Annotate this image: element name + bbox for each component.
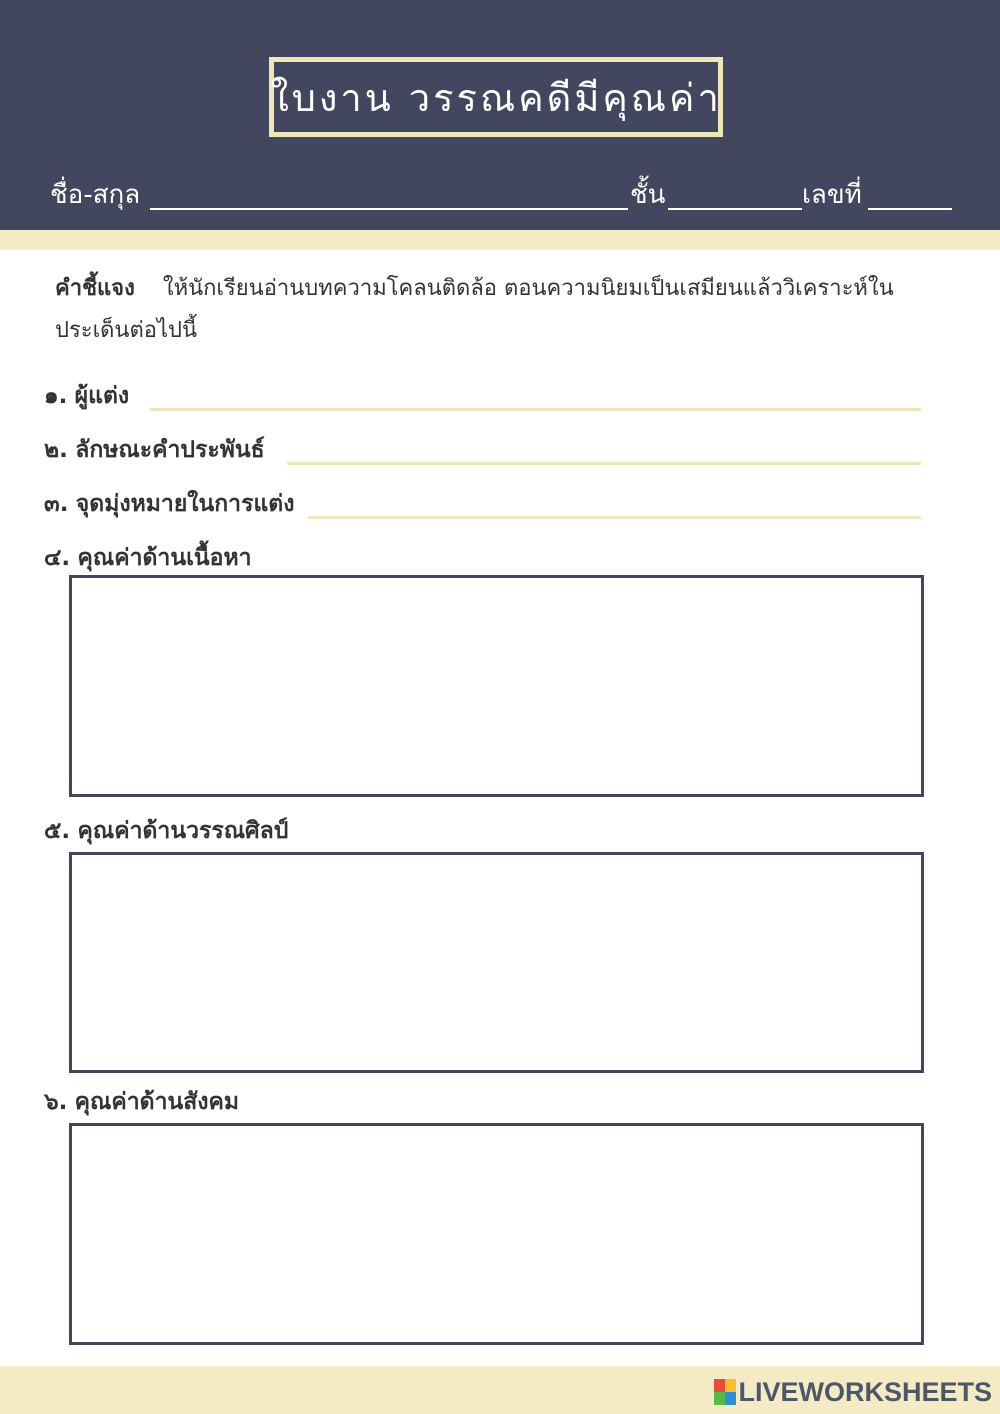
answer-box-4[interactable] — [69, 575, 924, 797]
answer-box-5[interactable] — [69, 852, 924, 1073]
page-title: ใบงาน วรรณคดีมีคุณค่า — [270, 75, 722, 120]
question-text: ผู้แต่ง — [74, 383, 130, 409]
question-3 — [44, 486, 294, 522]
student-info-row — [50, 168, 960, 214]
liveworksheets-logo — [714, 1374, 992, 1410]
question-text: คุณค่าด้านสังคม — [74, 1089, 240, 1115]
instructions — [55, 268, 945, 352]
question-4 — [44, 540, 252, 576]
question-1 — [44, 378, 129, 414]
question-5 — [44, 813, 288, 849]
question-number: ๒. — [44, 437, 68, 463]
instructions-text: ให้นักเรียนอ่านบทความโคลนติดล้อ ตอนความนิยมเป็นเสมียนแล้ววิเคราะห์ในประเด็นต่อไปนี้ — [55, 276, 894, 343]
answer-line-2[interactable] — [287, 462, 921, 465]
question-number: ๑. — [44, 383, 68, 409]
number-label: เลขที่ — [802, 180, 862, 210]
question-number: ๓. — [44, 491, 69, 517]
question-text: คุณค่าด้านวรรณศิลป์ — [77, 818, 289, 844]
question-number: ๔. — [44, 545, 71, 571]
question-2 — [44, 432, 265, 468]
question-number: ๖. — [44, 1089, 68, 1115]
title-frame — [269, 57, 723, 137]
logo-square-yellow — [725, 1379, 736, 1392]
name-label: ชื่อ-สกุล — [50, 180, 141, 210]
question-text: ลักษณะคำประพันธ์ — [75, 437, 265, 463]
instructions-label: คำชี้แจง — [55, 276, 135, 301]
class-field[interactable] — [668, 208, 802, 210]
question-text: คุณค่าด้านเนื้อหา — [77, 545, 252, 571]
answer-line-1[interactable] — [150, 408, 921, 411]
question-text: จุดมุ่งหมายในการแต่ง — [75, 491, 295, 517]
question-6 — [44, 1084, 239, 1120]
brand-name: LIVEWORKSHEETS — [738, 1376, 992, 1407]
header-stripe — [0, 230, 1000, 250]
logo-square-blue — [725, 1392, 736, 1405]
logo-square-green — [714, 1392, 725, 1405]
answer-box-6[interactable] — [69, 1123, 924, 1345]
answer-line-3[interactable] — [308, 516, 921, 519]
liveworksheets-logo-icon — [714, 1379, 736, 1405]
name-field[interactable] — [150, 208, 628, 210]
logo-square-red — [714, 1379, 725, 1392]
question-number: ๕. — [44, 818, 71, 844]
class-label: ชั้น — [630, 180, 666, 210]
number-field[interactable] — [868, 208, 952, 210]
